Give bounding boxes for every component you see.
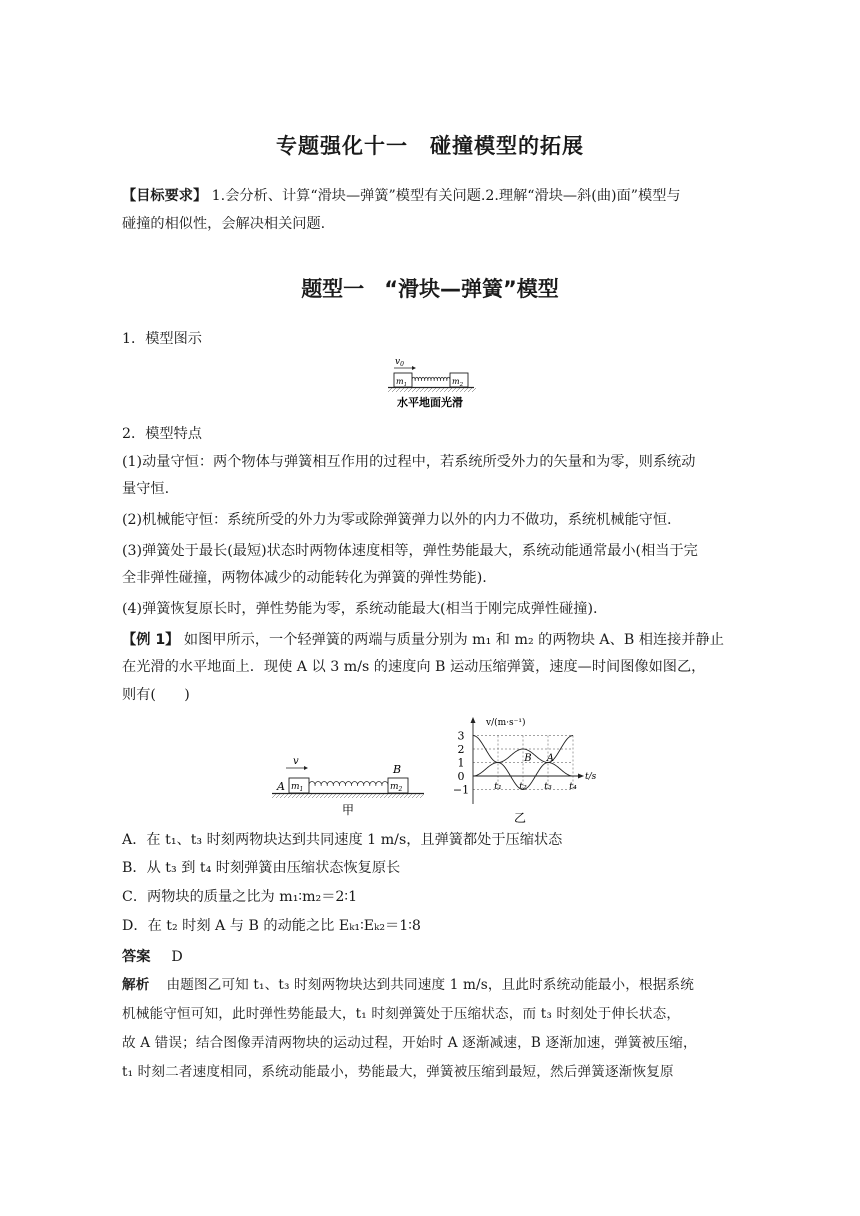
ground-hatch-line [388,388,392,392]
ground-hatch-line [412,388,416,392]
item-2-heading: 2．模型特点 [122,426,202,442]
ground-hatch-line [396,388,400,392]
chart-xlabel: t/s [585,772,597,782]
figure-jia [268,752,428,820]
chart-y-axis-arrow [471,717,476,723]
fig-jia-ground-hatch-line [396,794,400,798]
ground-hatch-line [460,388,464,392]
fig-jia-m1-label: $m_1$ [291,782,304,793]
explanation-label: 解析 [122,977,150,993]
explanation-line-3: 故 A 错误；结合图像弄清两物块的运动过程，开始时 A 逐渐减速，B 逐渐加速，弹簧被压缩， [122,1035,697,1051]
option-a: A．在 t₁、t₃ 时刻两物块达到共同速度 1 m/s，且弹簧都处于压缩状态 [122,832,563,848]
chart-ylabel: v/(m·s⁻¹) [486,718,526,728]
ground-hatch-line [464,388,468,392]
section-heading: 题型一 “滑块—弹簧”模型 [301,277,559,301]
chart-y-ticks [453,730,469,797]
fig-jia-ground-hatch-line [376,794,380,798]
feature-3-line-1: (3)弹簧处于最长(最短)状态时两物体速度相等，弹性势能最大，系统动能通常最小(相当于完 [122,543,698,559]
fig-jia-ground-hatch-line [280,794,284,798]
ground-hatch-line [416,388,420,392]
ground-hatch-line [448,388,452,392]
feature-4: (4)弹簧恢复原长时，弹性势能为零，系统动能最大(相当于刚完成弹性碰撞). [122,601,598,617]
fig-jia-ground-hatch-line [344,794,348,798]
fig-jia-ground-hatch-line [356,794,360,798]
goal-label: 【目标要求】 [122,188,208,204]
ground-hatch-line [444,388,448,392]
ground-hatch-line [428,388,432,392]
page-title: 专题强化十一 碰撞模型的拓展 [276,134,584,158]
fig-jia-ground-hatch-line [408,794,412,798]
example-label: 【例 1】 [122,632,180,648]
fig-jia-caption: 甲 [341,803,355,817]
feature-2: (2)机械能守恒：系统所受的外力为零或除弹簧弹力以外的内力不做功，系统机械能守恒. [122,512,672,528]
chart-x-tick-label: t₄ [569,781,577,792]
spring [412,377,450,381]
fig-jia-ground-hatch-line [368,794,372,798]
chart-y-tick-label: 2 [457,743,465,756]
option-b: B．从 t₃ 到 t₄ 时刻弹簧由压缩状态恢复原长 [122,860,401,876]
ground-hatch-line [468,388,472,392]
fig-jia-ground-hatch-line [288,794,292,798]
chart-x-tick-label: t₁ [494,781,502,792]
ground-hatch-line [432,388,436,392]
diagram-caption: 水平地面光滑 [397,396,463,409]
fig-jia-ground-hatch-line [360,794,364,798]
fig-jia-ground-hatch-line [276,794,280,798]
fig-jia-ground-hatch-line [336,794,340,798]
fig-jia-ground-hatch-line [352,794,356,798]
fig-jia-ground-hatch-line [324,794,328,798]
goal-line-2: 碰撞的相似性，会解决相关问题. [122,216,326,232]
fig-jia-B-label: B [393,763,402,776]
goal-line-1: 【目标要求】 1.会分析、计算“滑块—弹簧”模型有关问题.2.理解“滑块—斜(曲)面”模型与 [122,188,681,204]
answer-value: D [171,949,183,965]
fig-jia-ground-hatch-line [272,794,276,798]
option-d: D．在 t₂ 时刻 A 与 B 的动能之比 Eₖ₁∶Eₖ₂＝1∶8 [122,918,421,934]
fig-jia-ground-hatch-line [316,794,320,798]
fig-jia-ground-hatch-line [392,794,396,798]
fig-jia-ground-hatch-line [348,794,352,798]
answer-label: 答案 [122,949,151,965]
feature-3-line-2: 全非弹性碰撞，两物体减少的动能转化为弹簧的弹性势能). [122,570,487,586]
fig-jia-ground-hatch-line [404,794,408,798]
fig-jia-ground-hatch-line [312,794,316,798]
fig-jia-arrowhead [304,766,308,770]
ground-hatch-line [424,388,428,392]
fig-jia-ground-hatch-line [308,794,312,798]
ground-hatch-line [408,388,412,392]
fig-jia-v-label: v [293,756,299,767]
chart-x-axis-arrow [578,774,584,779]
ground-hatch-line [452,388,456,392]
ground-hatch-line [436,388,440,392]
fig-jia-m2-label: $m_2$ [390,782,403,793]
fig-jia-ground-hatch-line [420,794,424,798]
chart-y-tick-label: 0 [457,770,465,783]
fig-jia-ground-hatch-line [384,794,388,798]
fig-jia-ground-hatch-line [304,794,308,798]
fig-yi-caption: 乙 [513,811,527,825]
fig-jia-ground-hatch-line [400,794,404,798]
example-line-2: 在光滑的水平地面上．现使 A 以 3 m/s 的速度向 B 运动压缩弹簧，速度—时间图像如图乙， [122,659,706,675]
ground-hatch-line [472,388,476,392]
model-diagram [380,354,480,412]
explanation-line-1: 解析 由题图乙可知 t₁、t₃ 时刻两物块达到共同速度 1 m/s，且此时系统动能最小，根据系统 [122,977,695,993]
v0-label: $v_0$ [395,357,404,368]
ground-hatch-line [404,388,408,392]
fig-jia-ground-hatch-line [388,794,392,798]
ground-hatch-line [392,388,396,392]
m2-label: $m_2$ [452,377,464,388]
v0-arrowhead [412,366,416,370]
fig-jia-ground-hatch-line [364,794,368,798]
fig-jia-ground-hatch-line [284,794,288,798]
chart-x-tick-label: t₂ [519,781,527,792]
chart-y-tick-label: 1 [457,756,465,770]
fig-jia-ground-hatch-line [340,794,344,798]
item-1-heading: 1．模型图示 [122,331,202,347]
fig-jia-ground-hatch-line [412,794,416,798]
fig-jia-ground-hatch-line [300,794,304,798]
ground-hatch [388,388,476,392]
example-line-1: 【例 1】 如图甲所示，一个轻弹簧的两端与质量分别为 m₁ 和 m₂ 的两物块 A、B 相连接并静止 [122,632,724,648]
chart-y-tick-label: −1 [452,783,470,797]
fig-jia-ground-hatch-line [372,794,376,798]
figure-yi-chart [448,714,600,826]
feature-1-line-1: (1)动量守恒：两个物体与弹簧相互作用的过程中，若系统所受外力的矢量和为零，则系统动 [122,454,696,470]
chart-x-tick-label: t₃ [544,781,552,792]
explanation-line-4: t₁ 时刻二者速度相同，系统动能最小，势能最大，弹簧被压缩到最短，然后弹簧逐渐恢复原 [122,1064,674,1080]
series-A-label: A [546,753,554,764]
fig-jia-ground-hatch-line [320,794,324,798]
example-line-3: 则有( ) [122,687,190,703]
answer [122,946,183,966]
fig-jia-ground-hatch-line [296,794,300,798]
option-c: C．两物块的质量之比为 m₁∶m₂＝2∶1 [122,889,358,905]
fig-jia-ground-hatch-line [292,794,296,798]
chart-y-tick-label: 3 [457,729,465,743]
ground-hatch-line [456,388,460,392]
m1-label: $m_1$ [396,377,408,388]
fig-jia-ground-hatch-line [328,794,332,798]
ground-hatch-line [400,388,404,392]
fig-jia-spring [309,782,388,787]
fig-jia-ground-hatch [272,794,424,798]
fig-jia-ground-hatch-line [332,794,336,798]
feature-1-line-2: 量守恒. [122,481,170,497]
fig-jia-A-label: A [277,780,285,793]
fig-jia-ground-hatch-line [380,794,384,798]
ground-hatch-line [440,388,444,392]
series-B-label: B [524,753,532,764]
ground-hatch-line [420,388,424,392]
chart-x-ticks [494,781,577,792]
explanation-line-2: 机械能守恒可知，此时弹性势能最大，t₁ 时刻弹簧处于压缩状态，而 t₃ 时刻处于伸长状态， [122,1006,681,1022]
fig-jia-ground-hatch-line [416,794,420,798]
